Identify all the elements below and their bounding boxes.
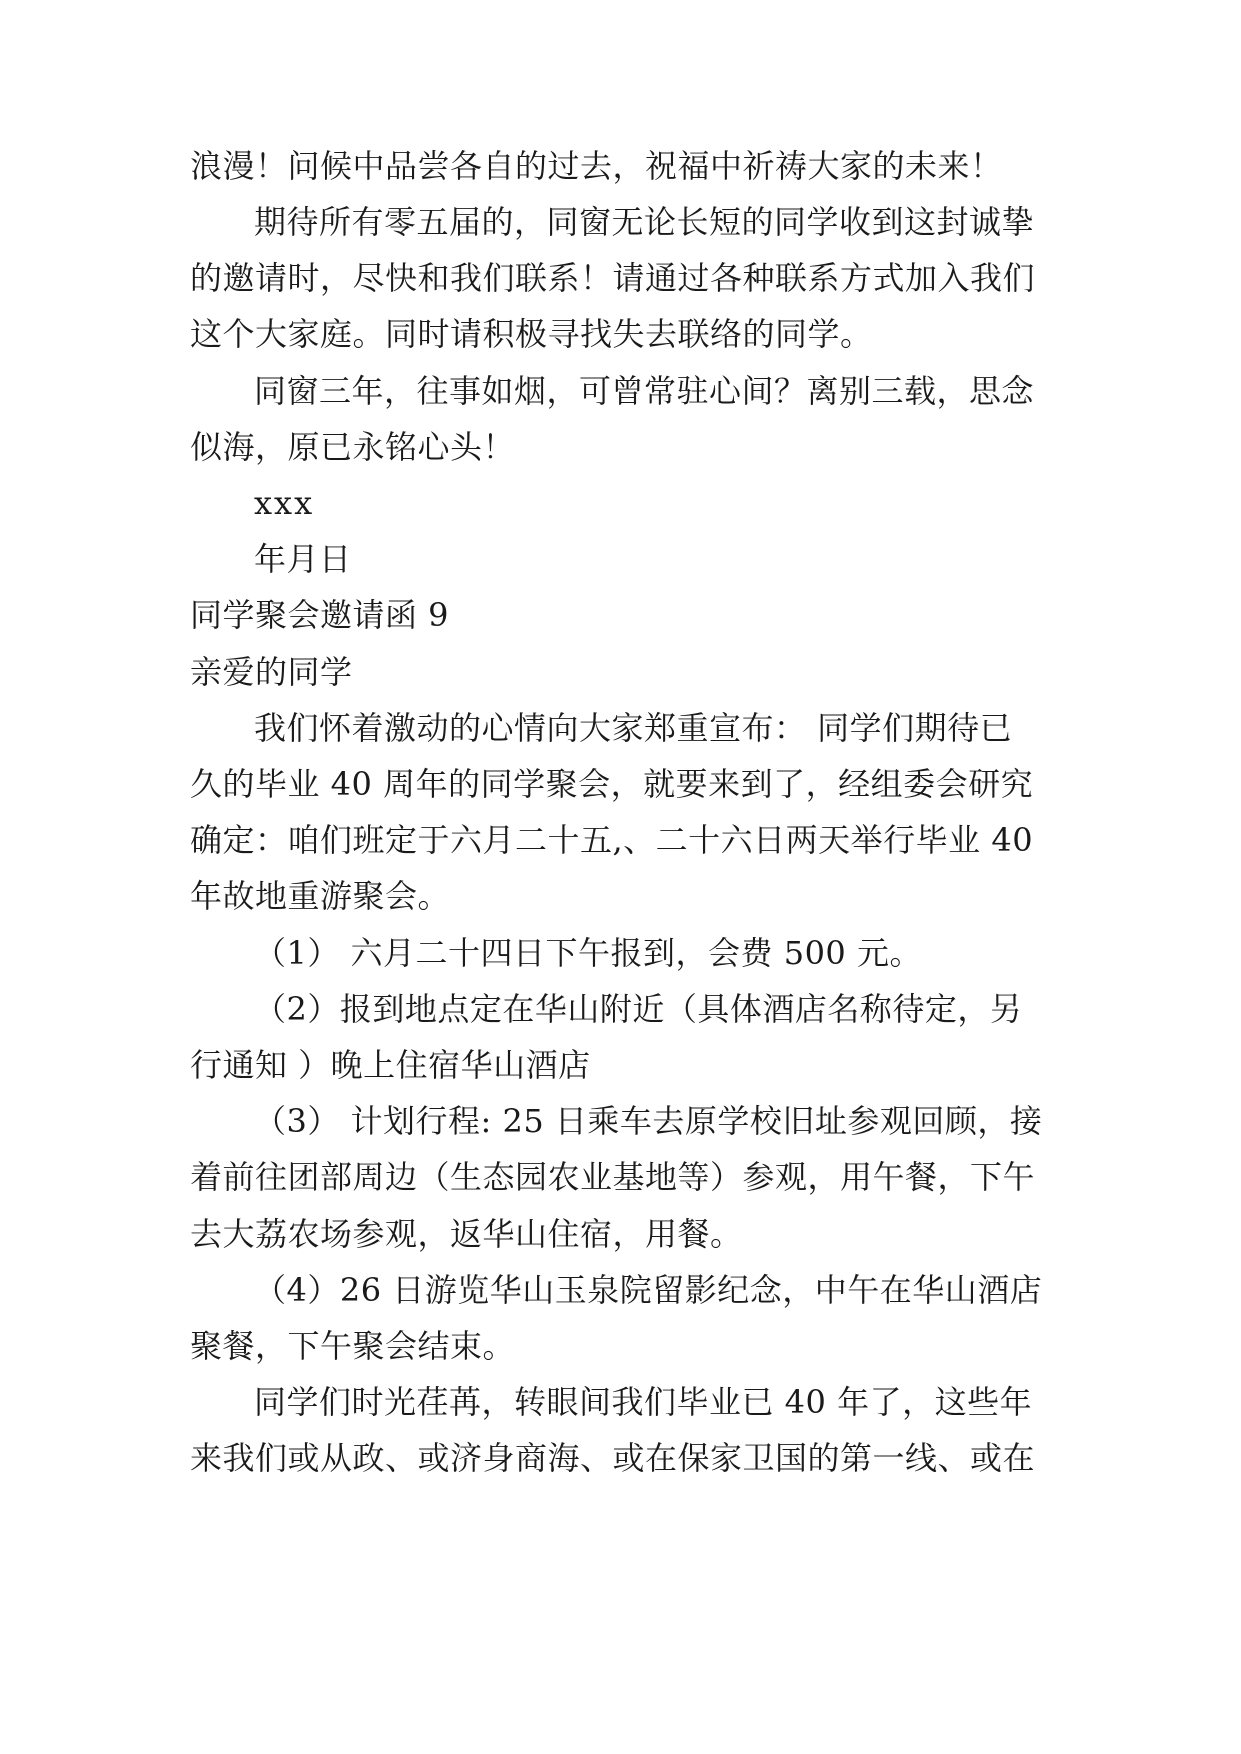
list-item: （1） 六月二十四日下午报到，会费 500 元。 (254, 934, 922, 972)
text-line: 行通知 ）晚上住宿华山酒店 (190, 1046, 591, 1084)
text-line: 确定：咱们班定于六月二十五,、二十六日两天举行毕业 40 (190, 821, 1034, 859)
list-item: （3） 计划行程: 25 日乘车去原学校旧址参观回顾，接 (254, 1102, 1043, 1140)
text-line: 期待所有零五届的，同窗无论长短的同学收到这封诚挚 (254, 203, 1035, 241)
list-item: （4）26 日游览华山玉泉院留影纪念，中午在华山酒店 (254, 1271, 1043, 1309)
text-line: 来我们或从政、或济身商海、或在保家卫国的第一线、或在 (190, 1439, 1036, 1477)
text-line: 聚餐，下午聚会结束。 (190, 1327, 516, 1365)
text-line: 同学们时光荏苒，转眼间我们毕业已 40 年了，这些年 (254, 1383, 1033, 1421)
text-line: 久的毕业 40 周年的同学聚会，就要来到了，经组委会研究 (190, 765, 1034, 803)
signature-line: xxx (254, 484, 315, 522)
text-line: 的邀请时，尽快和我们联系！请通过各种联系方式加入我们 (190, 259, 1036, 297)
date-line: 年月日 (254, 540, 352, 578)
text-line: 浪漫！问候中品尝各自的过去，祝福中祈祷大家的未来！ (190, 147, 1003, 185)
text-line: 同窗三年，往事如烟，可曾常驻心间？离别三载，思念 (254, 372, 1035, 410)
text-line: 去大荔农场参观，返华山住宿，用餐。 (190, 1215, 743, 1253)
text-line: 我们怀着激动的心情向大家郑重宣布： 同学们期待已 (254, 709, 1013, 747)
section-title: 同学聚会邀请函 9 (190, 596, 450, 634)
text-line: 着前往团部周边（生态园农业基地等）参观，用午餐，下午 (190, 1158, 1036, 1196)
text-line: 似海，原已永铭心头！ (190, 428, 516, 466)
text-line: 这个大家庭。同时请积极寻找失去联络的同学。 (190, 315, 873, 353)
salutation: 亲爱的同学 (190, 653, 353, 691)
text-line: 年故地重游聚会。 (190, 877, 451, 915)
list-item: （2）报到地点定在华山附近（具体酒店名称待定，另 (254, 990, 1023, 1028)
